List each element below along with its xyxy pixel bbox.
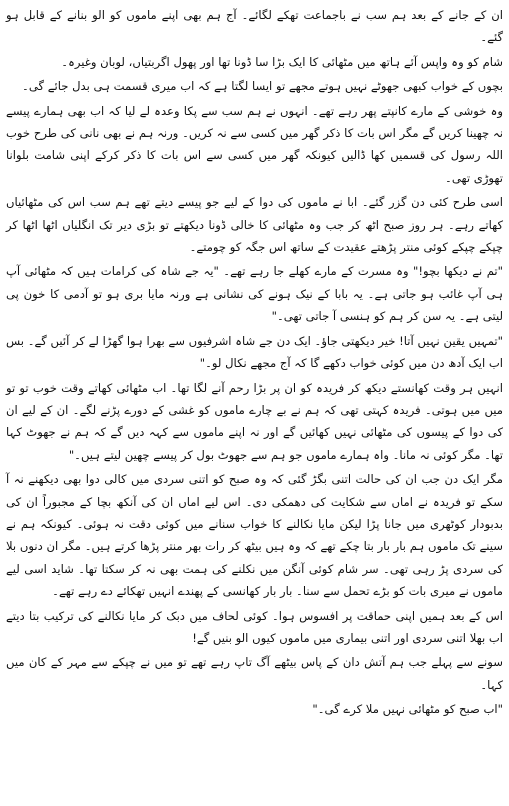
paragraph-8: انہیں ہر وقت کھانستے دیکھ کر فریدہ کو ان پر بڑا رحم آنے لگا تھا۔ اب مٹھائی کھاتے وقت خوب تو تو میں میں ہوتی۔ فریدہ کہتی تھی کہ ہم نے بے چارے ماموں کو غشی کے دورے پڑنے لگے۔ ان کے لیے ان کی دوا کے پیسوں کی مٹھائی نہیں کھائیں گے اور نہ اپنے ماموں سے کہہ دیں گے کہ ہم نے جھوٹ کہا تھا۔ مگر کوئی نہ مانا۔ واہ ہمارے ماموں جو ہم سے جھوٹ بول کر پیسے چھین لیتے ہیں۔" — [6, 380, 503, 462]
paragraph-10: اس کے بعد ہمیں اپنی حماقت پر افسوس ہوا۔ کوئی لحاف میں دبک کر مایا نکالنے کی ترکیب بتا دیتے اب بھلا اتنی سردی اور اتنی بیماری میں ماموں کیوں الو بنیں گے! — [6, 608, 503, 645]
paragraph-4: وہ خوشی کے مارے کانپتے پھر رہے تھے۔ انہوں نے ہم سب سے پکا وعدہ لے لیا کہ اب بھی ہمارے پیسے نہ چھینا کریں گے مگر اس بات کا ذکر گھر میں کسی سے نہ کریں۔ ورنہ ہم نے بھی نانی کی طرح خوب اللہ رسول کی قسمیں کھا ڈالیں کیونکہ گھر میں کسی سے اس بات کا ذکر کرکے اپنی شامت بلوانا تھوڑی تھی۔ — [6, 103, 503, 185]
paragraph-1: ان کے جانے کے بعد ہم سب نے باجماعت تھکے لگائے۔ آج ہم بھی اپنے ماموں کو الو بنانے کے قابل ہو گئے۔ — [6, 8, 503, 45]
paragraph-3: بچوں کے خواب کبھی جھوٹے نہیں ہوتے مجھے تو ایسا لگتا ہے کہ اب میری قسمت ہی بدل جائے گی۔ — [22, 79, 503, 94]
paragraph-9: مگر ایک دن جب ان کی حالت اتنی بگڑ گئی کہ وہ صبح کو اتنی سردی میں کالی دوا بھی دیکھنے نہ آ سکے تو فریدہ نے اماں سے شکایت کی دھمکی دی۔ اس لیے اماں ان کی آنکھ بچا کے مجبوراً ان کی بدبودار کوٹھری میں جانا پڑا لیکن مایا نکالنے کا خواب سنانے میں کوئی دقت نہ ہوئی۔ کیونکہ ہم نے سینے تک ماموں ہم بار بار بتا چکے تھے کہ وہ ہیں بیٹھ کر رات بھر منتر پڑھا کرتے ہیں۔ مگر ان دنوں بلا کی سردی پڑ رہی تھی۔ سر شام کوئی آنگن میں نکلنے کی ہمت بھی نہ کر سکتا تھا۔ شاید اسی لیے ماموں نے میری بات کو بڑے تحمل سے سنا۔ بار بار کھانسی کے پھندے انہیں تھکائے دے رہے تھے۔ — [6, 472, 503, 599]
paragraph-11: سونے سے پہلے جب ہم آتش دان کے پاس بیٹھے آگ تاپ رہے تھے تو میں نے چپکے سے مہر کے کان میں کہا۔ — [6, 655, 503, 692]
paragraph-7: "تمہیں یقین نہیں آتا! خیر دیکھتی جاؤ۔ ایک دن جے شاہ اشرفیوں سے بھرا ہوا گھڑا لے کر آئیں گے۔ بس اب ایک آدھ دن میں کوئی خواب دکھے گا کہ آج مجھے نکال لو۔" — [6, 333, 503, 371]
paragraph-12: "اب صبح کو مٹھائی نہیں ملا کرے گی۔" — [312, 702, 503, 717]
paragraph-6: "تم نے دیکھا بچو!" وہ مسرت کے مارے کھلے جا رہے تھے۔ "یہ جے شاہ کی کرامات ہیں کہ مٹھائی آپ ہی آپ غائب ہو جاتی ہے۔ یہ بابا کے نیک ہونے کی نشانی ہے ورنہ مایا بری ہو تو آدمی کا خون پی لیتی ہے۔ یہ سن کر ہم کو ہنسی آ جاتی تھی۔" — [6, 264, 503, 324]
paragraph-5: اسی طرح کئی دن گزر گئے۔ ابا نے ماموں کی دوا کے لیے جو پیسے دیتے تھے ہم سب اس کی مٹھائیاں کھاتے رہے۔ ہر روز صبح اٹھ کر جب وہ مٹھائی کا خالی ڈونا دیکھتے تو بڑی دیر تک انگلیاں اٹھا اٹھا کر چپکے چپکے کوئی منتر پڑھتے عقیدت کے ساتھ اس جگہ کو چومتے۔ — [6, 195, 503, 255]
paragraph-2: شام کو وہ واپس آئے ہاتھ میں مٹھائی کا ایک بڑا سا ڈونا تھا اور پھول اگربتیاں، لوبان وغیرہ۔ — [61, 54, 503, 69]
